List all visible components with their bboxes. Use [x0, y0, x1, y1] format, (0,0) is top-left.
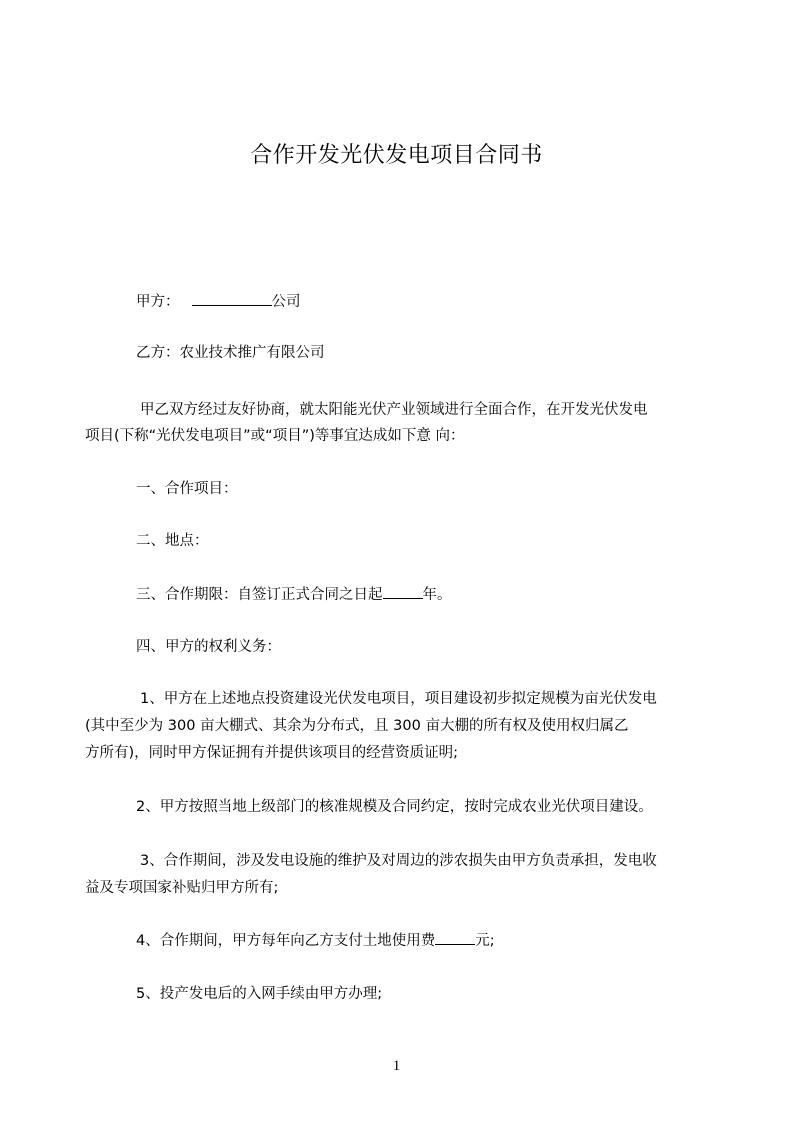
clause-2: 2、甲方按照当地上级部门的核准规模及合同约定，按时完成农业光伏项目建设。	[136, 799, 653, 815]
clause-1-line-2: (其中至少为 300 亩大棚式、其余为分布式，且 300 亩大棚的所有权及使用权归属乙	[85, 718, 629, 734]
section-term	[136, 584, 452, 605]
party-b-line: 乙方：农业技术推广有限公司	[136, 345, 325, 361]
clause-4-prefix: 4、合作期间，甲方每年向乙方支付土地使用费	[136, 933, 436, 949]
clause-1-line-3: 方所有)，同时甲方保证拥有并提供该项目的经营资质证明;	[85, 745, 459, 761]
contract-title: 合作开发光伏发电项目合同书	[250, 143, 543, 168]
party-a-label: 甲方：	[136, 294, 180, 310]
section-term-prefix: 三、合作期限：自签订正式合同之日起	[136, 587, 383, 603]
clause-1-line-1: 1、甲方在上述地点投资建设光伏发电项目，项目建设初步拟定规模为亩光伏发电	[140, 691, 657, 707]
clause-5: 5、投产发电后的入网手续由甲方办理;	[136, 986, 383, 1002]
section-term-blank	[383, 584, 423, 599]
clause-3-line-1: 3、合作期间，涉及发电设施的维护及对周边的涉农损失由甲方负责承担，发电收	[140, 853, 657, 869]
clause-4-blank	[435, 930, 475, 945]
intro-line-1: 甲乙双方经过友好协商，就太阳能光伏产业领域进行全面合作，在开发光伏发电	[140, 402, 648, 418]
page-number: 1	[392, 1058, 401, 1074]
section-location: 二、地点：	[136, 533, 209, 549]
party-a-line	[136, 291, 301, 312]
section-party-a-rights: 四、甲方的权利义务：	[136, 639, 281, 655]
clause-4	[136, 930, 495, 951]
party-a-blank	[192, 291, 272, 306]
intro-line-2: 项目(下称“光伏发电项目”或“项目”)等事宜达成如下意 向：	[85, 428, 465, 444]
clause-3-line-2: 益及专项国家补贴归甲方所有;	[85, 880, 279, 896]
clause-4-suffix: 元;	[475, 933, 495, 949]
party-a-suffix: 公司	[271, 294, 301, 310]
section-cooperation-project: 一、合作项目：	[136, 481, 238, 497]
section-term-suffix: 年。	[422, 587, 452, 603]
